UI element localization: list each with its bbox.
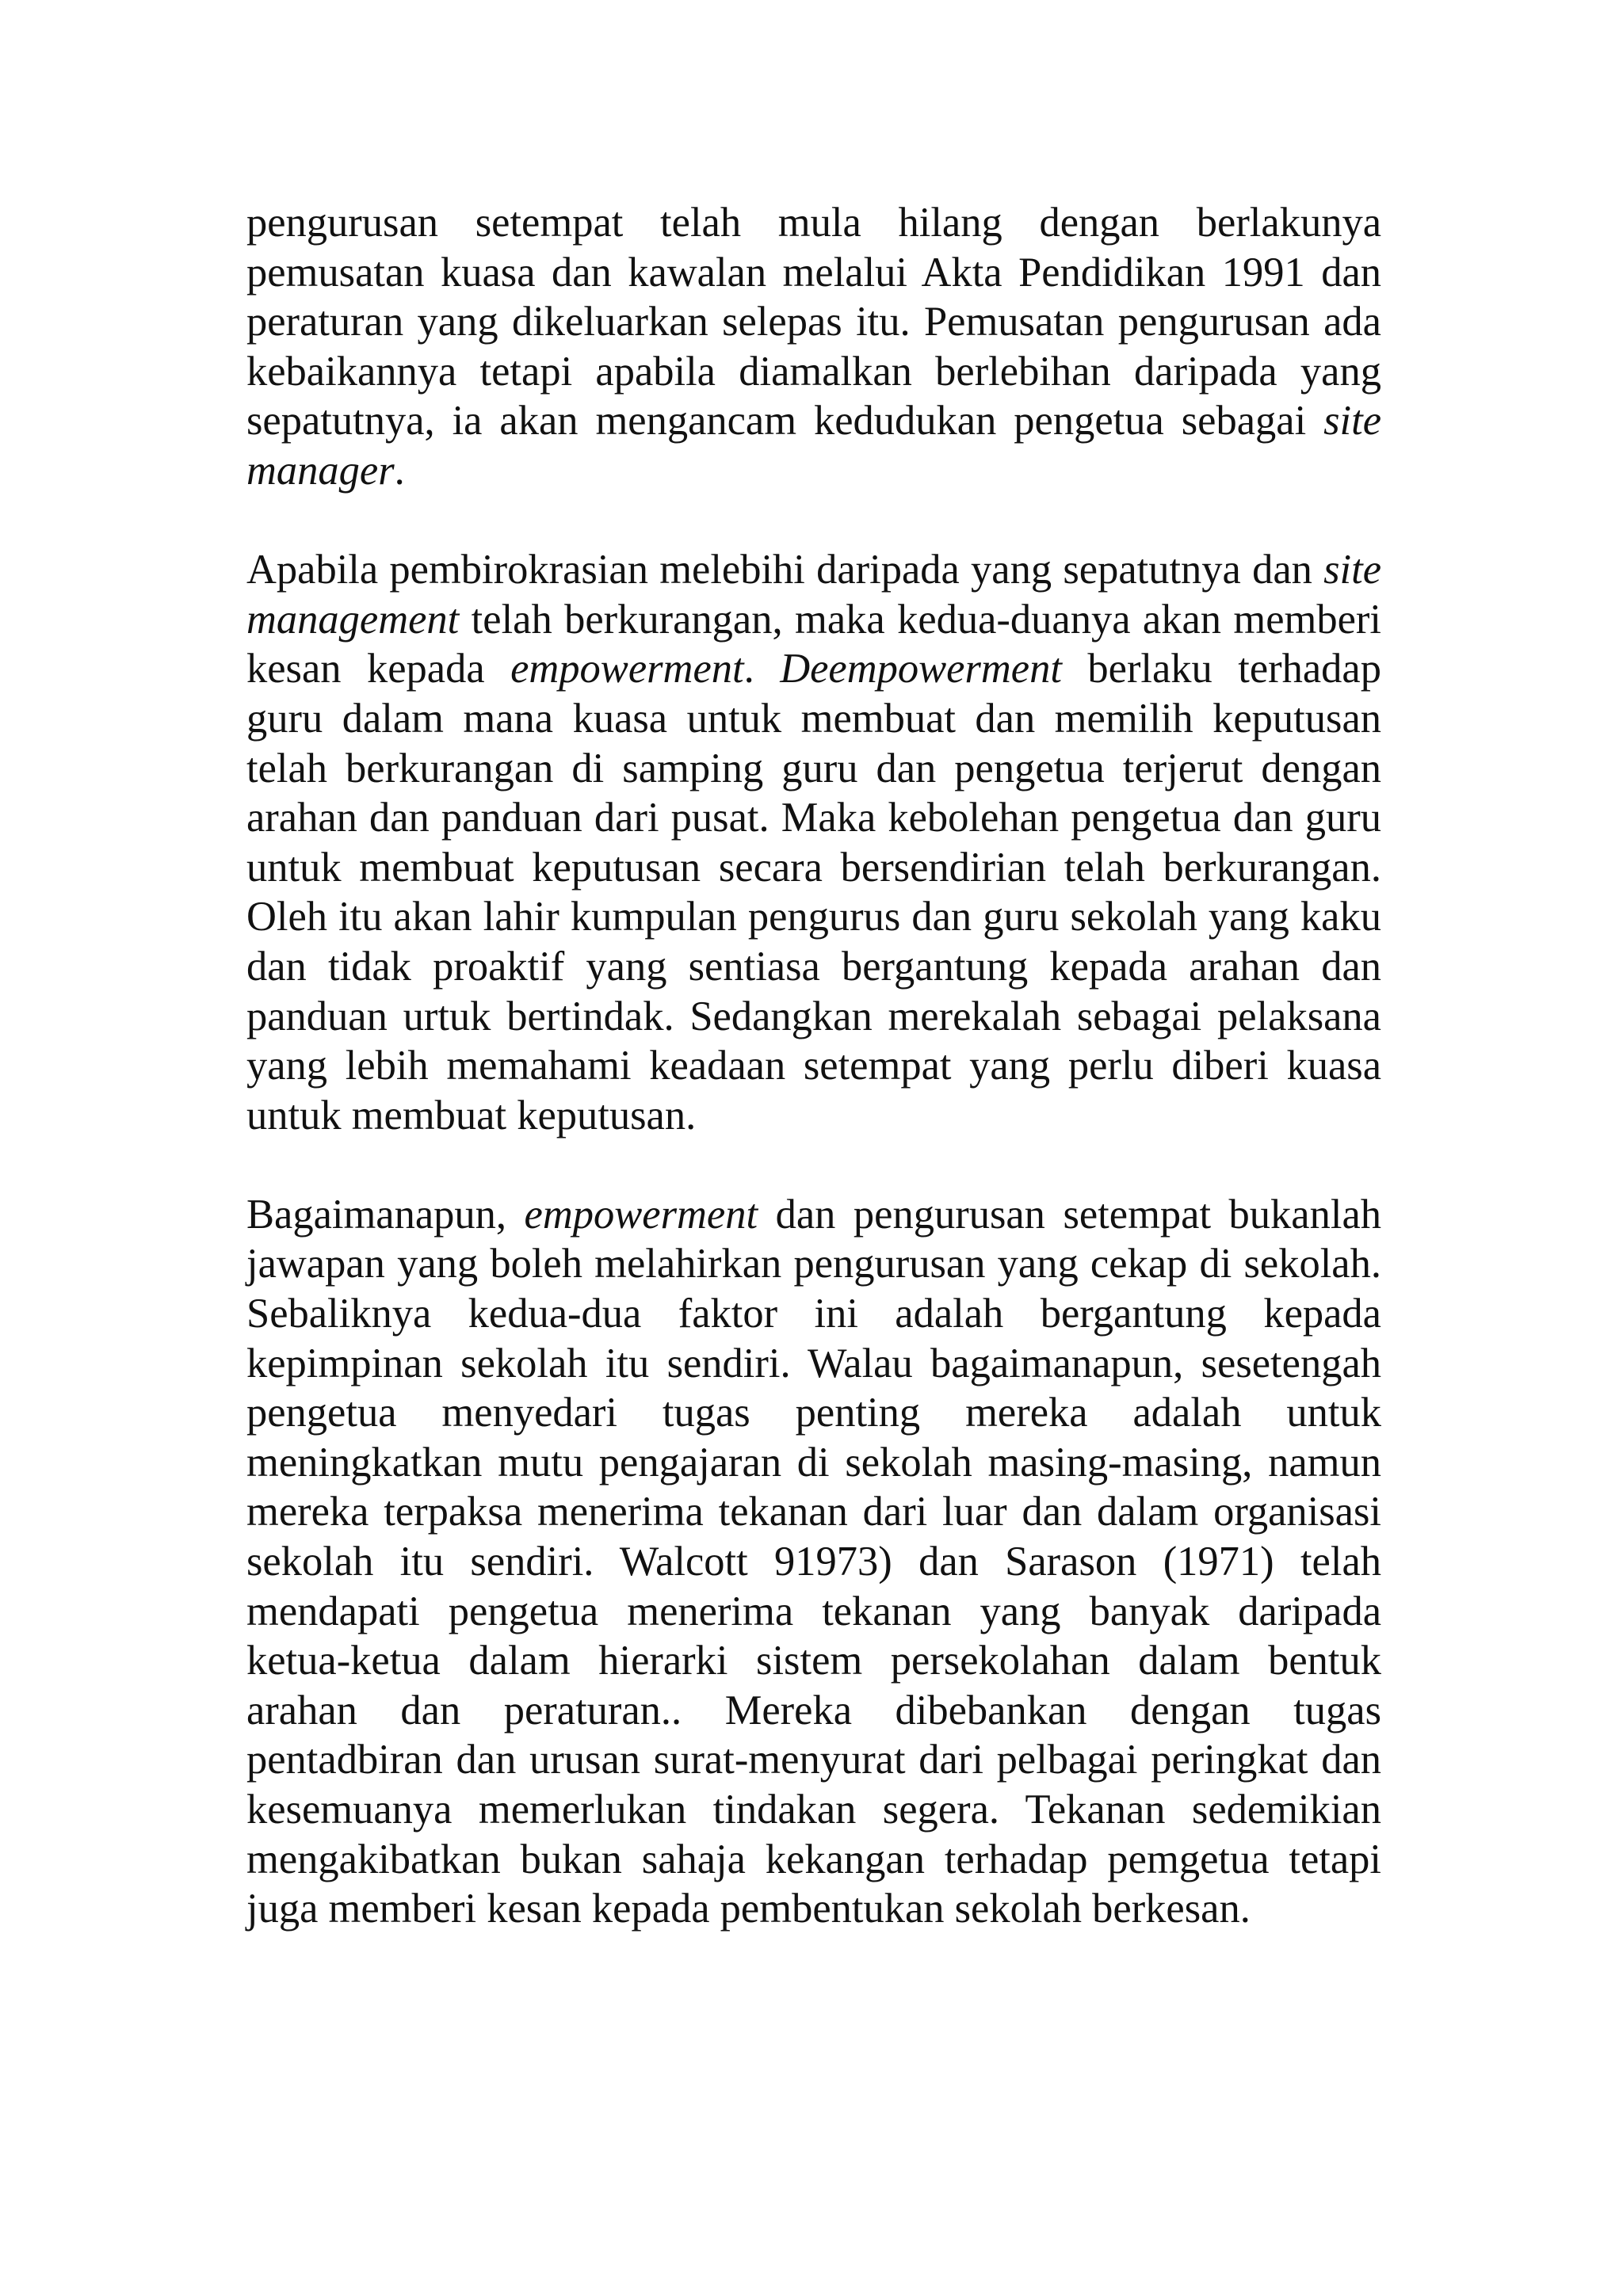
italic-term: empowerment — [510, 646, 744, 692]
paragraph-2 — [246, 545, 1381, 1140]
text-segment: Apabila pembirokrasian melebihi daripada yang sepatutnya dan — [246, 547, 1324, 593]
text-segment: Bagaimanapun, — [246, 1191, 525, 1238]
text-segment: pengurusan setempat telah mula hilang dengan berlakunya pemusatan kuasa dan kawalan melalui Akta Pendidikan 1991 dan peraturan yang dikeluarkan selepas itu. Pemusatan pengurusan ada kebaikannya tetapi apabila diamalkan berlebihan daripada yang sepatutnya, ia akan mengancam kedudukan pengetua sebagai — [246, 200, 1381, 444]
italic-term: Deempowerment — [780, 646, 1062, 692]
text-segment: telah berkurangan, maka kedua-duanya akan memberi kesan kepada — [246, 596, 1381, 692]
paragraph-1 — [246, 198, 1381, 496]
italic-term: site management — [246, 547, 1381, 643]
body-text — [246, 198, 1381, 1934]
italic-term: site manager — [246, 398, 1381, 494]
text-segment: . — [394, 447, 405, 494]
italic-term: empowerment — [524, 1191, 758, 1238]
text-segment: . — [743, 646, 781, 692]
text-segment: dan pengurusan setempat bukanlah jawapan yang boleh melahirkan pengurusan yang cekap di sekolah. Sebaliknya kedua-dua faktor ini adalah bergantung kepada kepimpinan sekolah itu sendiri. Walau bagaimanapun, sesetengah pengetua menyedari tugas penting mereka adalah untuk meningkatkan mutu pengajaran di sekolah masing-masing, namun mereka terpaksa menerima tekanan dari luar dan dalam organisasi sekolah itu sendiri. Walcott 91973) dan Sarason (1971) telah mendapati pengetua menerima tekanan yang banyak daripada ketua-ketua dalam hierarki sistem persekolahan dalam bentuk arahan dan peraturan.. Mereka dibebankan dengan tugas pentadbiran dan urusan surat-menyurat dari pelbagai peringkat dan kesemuanya memerlukan tindakan segera. Tekanan sedemikian mengakibatkan bukan sahaja kekangan terhadap pemgetua tetapi juga memberi kesan kepada pembentukan sekolah berkesan. — [246, 1191, 1381, 1932]
text-segment: berlaku terhadap guru dalam mana kuasa untuk membuat dan memilih keputusan telah berkurangan di samping guru dan pengetua terjerut dengan arahan dan panduan dari pusat. Maka kebolehan pengetua dan guru untuk membuat keputusan secara bersendirian telah berkurangan. Oleh itu akan lahir kumpulan pengurus dan guru sekolah yang kaku dan tidak proaktif yang sentiasa bergantung kepada arahan dan panduan urtuk bertindak. Sedangkan merekalah sebagai pelaksana yang lebih memahami keadaan setempat yang perlu diberi kuasa untuk membuat keputusan. — [246, 646, 1381, 1138]
paragraph-3 — [246, 1190, 1381, 1934]
